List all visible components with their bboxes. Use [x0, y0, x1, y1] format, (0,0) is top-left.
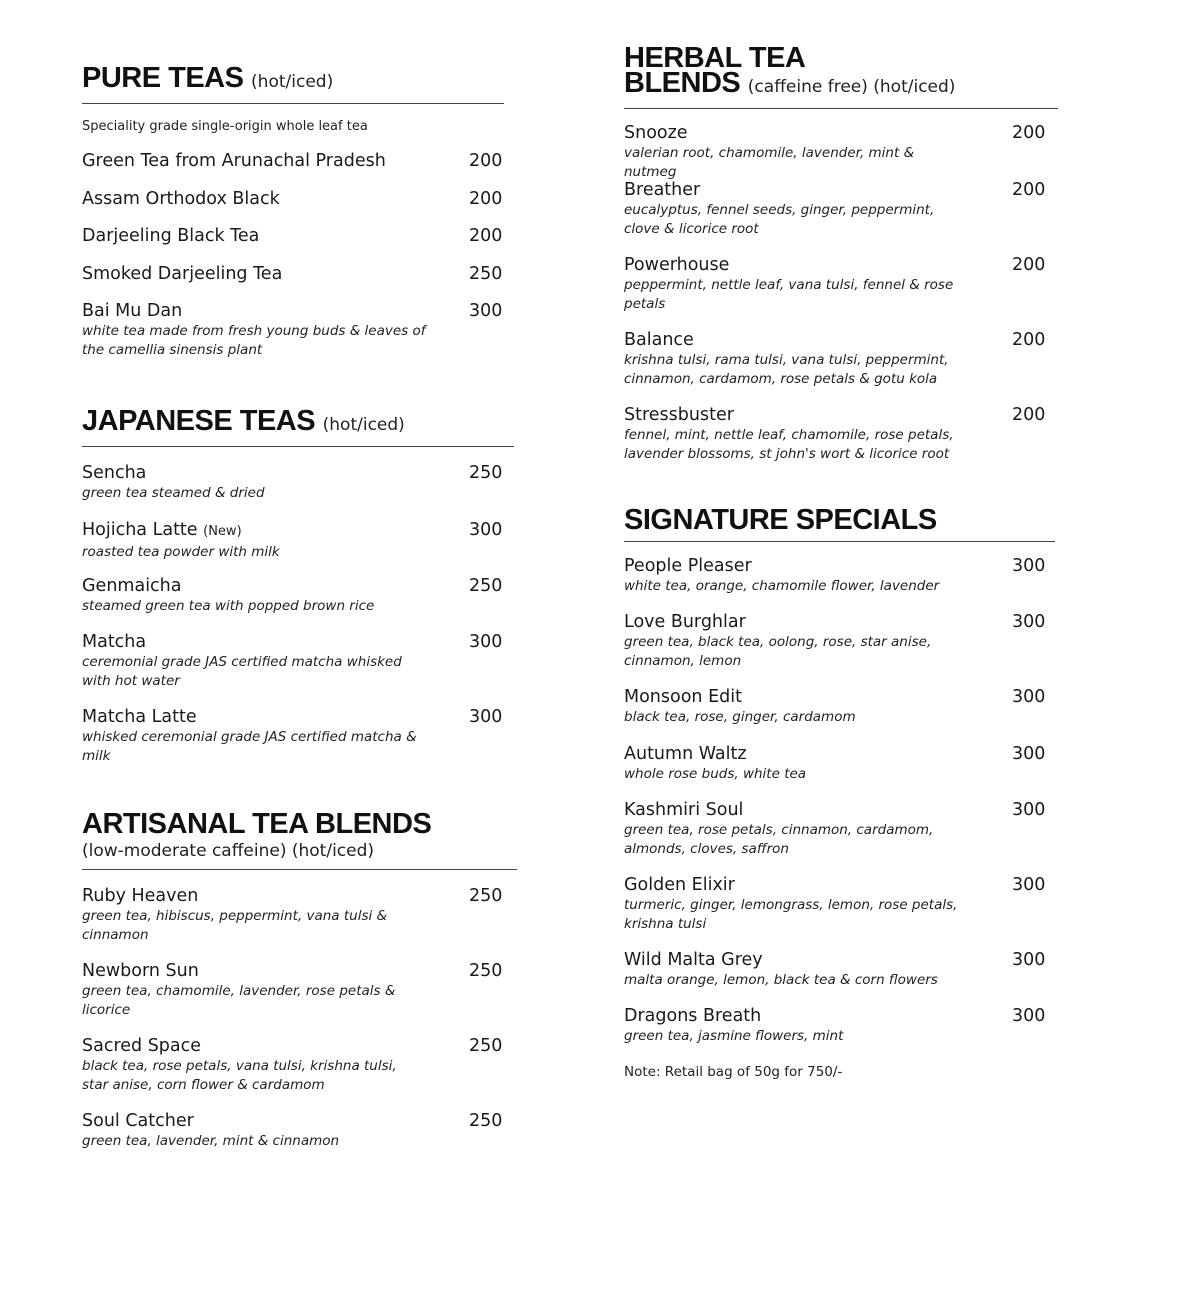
item-description: white tea made from fresh young buds & leaves of the camellia sinensis plant [82, 323, 426, 358]
section-japanese-teas [82, 405, 518, 766]
item-description: krishna tulsi, rama tulsi, vana tulsi, peppermint, cinnamon, cardamom, rose petals & gotu kola [624, 352, 949, 387]
section-divider [82, 103, 504, 104]
item-description: whole rose buds, white tea [624, 766, 807, 782]
item-price: 200 [1012, 405, 1046, 425]
item-name-text: Sencha [82, 463, 147, 483]
section-title-line1: HERBAL TEA [624, 42, 806, 74]
item-description: green tea, rose petals, cinnamon, cardamom, almonds, cloves, saffron [624, 822, 934, 857]
menu-item [82, 960, 518, 1035]
item-name: Stressbuster [624, 405, 734, 425]
menu-item [82, 300, 518, 360]
menu-item [624, 874, 1060, 949]
menu-item [624, 329, 1060, 404]
section-title: SIGNATURE SPECIALS [624, 504, 937, 536]
menu-item [82, 1035, 518, 1110]
item-name: Newborn Sun [82, 961, 199, 981]
item-price: 200 [469, 188, 503, 209]
item-price: 300 [1012, 1006, 1046, 1026]
section-title [82, 405, 518, 438]
item-name-text: Matcha [82, 632, 147, 652]
item-description: eucalyptus, fennel seeds, ginger, peppermint, clove & licorice root [624, 202, 935, 237]
item-description: roasted tea powder with milk [82, 544, 280, 560]
item-price: 200 [469, 226, 503, 246]
menu-item [624, 799, 1060, 874]
menu-item [82, 885, 518, 960]
section-title [624, 42, 1060, 100]
section-divider [624, 108, 1058, 109]
item-price: 300 [1012, 687, 1046, 707]
item-description: black tea, rose, ginger, cardamom [624, 709, 856, 725]
menu-item [82, 519, 518, 575]
item-name [82, 575, 518, 597]
item-description: whisked ceremonial grade JAS certified matcha & milk [82, 729, 417, 764]
item-description: peppermint, nettle leaf, vana tulsi, fennel & rose petals [624, 277, 954, 312]
new-badge: (New) [203, 524, 242, 539]
item-name: Breather [624, 180, 701, 200]
item-price: 200 [1012, 123, 1046, 143]
item-name: Snooze [624, 123, 688, 143]
menu-item [624, 686, 1060, 743]
item-description: black tea, rose petals, vana tulsi, krishna tulsi, star anise, corn flower & cardamom [82, 1058, 397, 1093]
menu-item [624, 949, 1060, 1005]
menu-item [624, 743, 1060, 799]
item-description: green tea, black tea, oolong, rose, star anise, cinnamon, lemon [624, 634, 932, 669]
menu-item [82, 1110, 518, 1151]
item-description: green tea steamed & dried [82, 485, 265, 501]
menu-item [624, 122, 1060, 179]
menu-item [624, 254, 1060, 329]
item-name: Love Burghlar [624, 612, 746, 632]
item-description: green tea, hibiscus, peppermint, vana tulsi & cinnamon [82, 908, 388, 943]
menu-item [624, 1005, 1060, 1064]
item-description: green tea, lavender, mint & cinnamon [82, 1133, 340, 1149]
menu-item [82, 462, 518, 519]
item-price: 250 [469, 961, 503, 981]
item-price: 250 [469, 463, 503, 483]
item-price: 300 [469, 632, 503, 652]
item-description: turmeric, ginger, lemongrass, lemon, rose petals, krishna tulsi [624, 897, 958, 932]
menu-item [82, 225, 518, 263]
item-name-text: Hojicha Latte [82, 520, 198, 540]
section-title: ARTISANAL TEA BLENDS [82, 808, 432, 840]
menu-item [624, 555, 1060, 611]
menu-list [82, 462, 518, 766]
item-name: Golden Elixir [624, 875, 735, 895]
item-name: Kashmiri Soul [624, 800, 744, 820]
item-price: 300 [1012, 800, 1046, 820]
item-price: 300 [1012, 875, 1046, 895]
item-name: Autumn Waltz [624, 744, 747, 764]
retail-note: Note: Retail bag of 50g for 750/- [624, 1064, 843, 1080]
section-herbal-blends [624, 42, 1060, 464]
item-price: 300 [1012, 612, 1046, 632]
item-name: Balance [624, 330, 694, 350]
item-price: 250 [469, 1036, 503, 1056]
section-title-text: JAPANESE TEAS [82, 405, 316, 437]
menu-item [624, 404, 1060, 464]
item-price: 300 [1012, 744, 1046, 764]
item-name: Green Tea from Arunachal Pradesh [82, 151, 386, 171]
item-name: Wild Malta Grey [624, 950, 763, 970]
item-price: 250 [469, 1111, 503, 1131]
menu-item [82, 150, 518, 188]
item-name [82, 519, 518, 543]
item-name: Ruby Heaven [82, 886, 199, 906]
item-name: Darjeeling Black Tea [82, 226, 260, 246]
section-title-line2: BLENDS [624, 67, 741, 99]
item-description: valerian root, chamomile, lavender, mint & nutmeg [624, 145, 915, 180]
menu-list [82, 885, 518, 1151]
menu-item [82, 706, 518, 766]
item-name: People Pleaser [624, 556, 752, 576]
section-title [82, 62, 518, 95]
item-description: white tea, orange, chamomile flower, lavender [624, 578, 940, 594]
item-price: 250 [469, 576, 503, 596]
item-name-text: Matcha Latte [82, 707, 197, 727]
item-name: Soul Catcher [82, 1111, 194, 1131]
item-price: 300 [1012, 950, 1046, 970]
item-name-text: Genmaicha [82, 576, 182, 596]
item-price: 300 [469, 520, 503, 540]
item-description: ceremonial grade JAS certified matcha whisked with hot water [82, 654, 402, 689]
section-subtitle: (low-moderate caffeine) (hot/iced) [82, 841, 375, 861]
item-name: Monsoon Edit [624, 687, 742, 707]
section-divider [82, 446, 514, 447]
item-price: 200 [469, 151, 503, 171]
section-subtitle: (caffeine free) (hot/iced) [747, 77, 956, 97]
section-pure-teas [82, 62, 518, 360]
item-price: 200 [1012, 330, 1046, 350]
section-subtitle: (hot/iced) [251, 72, 334, 92]
menu-item [82, 263, 518, 301]
item-name: Assam Orthodox Black [82, 188, 280, 209]
menu-item [624, 179, 1060, 254]
menu-list [624, 555, 1060, 1064]
item-description: green tea, chamomile, lavender, rose petals & licorice [82, 983, 396, 1018]
item-price: 250 [469, 886, 503, 906]
menu-list [624, 122, 1060, 464]
item-name [82, 631, 518, 653]
item-name: Sacred Space [82, 1036, 202, 1056]
section-divider [82, 869, 517, 870]
menu-item [82, 188, 518, 226]
item-price: 300 [469, 301, 503, 321]
item-description: malta orange, lemon, black tea & corn flowers [624, 972, 938, 988]
item-price: 200 [1012, 255, 1046, 275]
section-title-text: PURE TEAS [82, 62, 244, 94]
menu-item [624, 611, 1060, 686]
item-name: Bai Mu Dan [82, 301, 183, 321]
item-description: green tea, jasmine flowers, mint [624, 1028, 844, 1044]
item-price: 200 [1012, 180, 1046, 200]
item-name [82, 462, 518, 484]
item-name: Smoked Darjeeling Tea [82, 263, 283, 284]
menu-item [82, 631, 518, 706]
item-name [82, 706, 518, 728]
section-subtitle: (hot/iced) [322, 415, 405, 435]
item-name: Powerhouse [624, 255, 730, 275]
menu-list [82, 150, 518, 360]
section-divider [624, 541, 1055, 542]
item-price: 300 [1012, 556, 1046, 576]
item-description: fennel, mint, nettle leaf, chamomile, rose petals, lavender blossoms, st john's wort & licorice root [624, 427, 954, 462]
item-name: Dragons Breath [624, 1006, 762, 1026]
item-price: 250 [469, 263, 503, 284]
section-artisanal-blends [82, 808, 518, 1151]
section-signature-specials [624, 504, 1060, 1080]
item-description: steamed green tea with popped brown rice [82, 598, 375, 614]
section-intro: Speciality grade single-origin whole leaf tea [82, 119, 368, 134]
item-price: 300 [469, 707, 503, 727]
menu-item [82, 575, 518, 631]
